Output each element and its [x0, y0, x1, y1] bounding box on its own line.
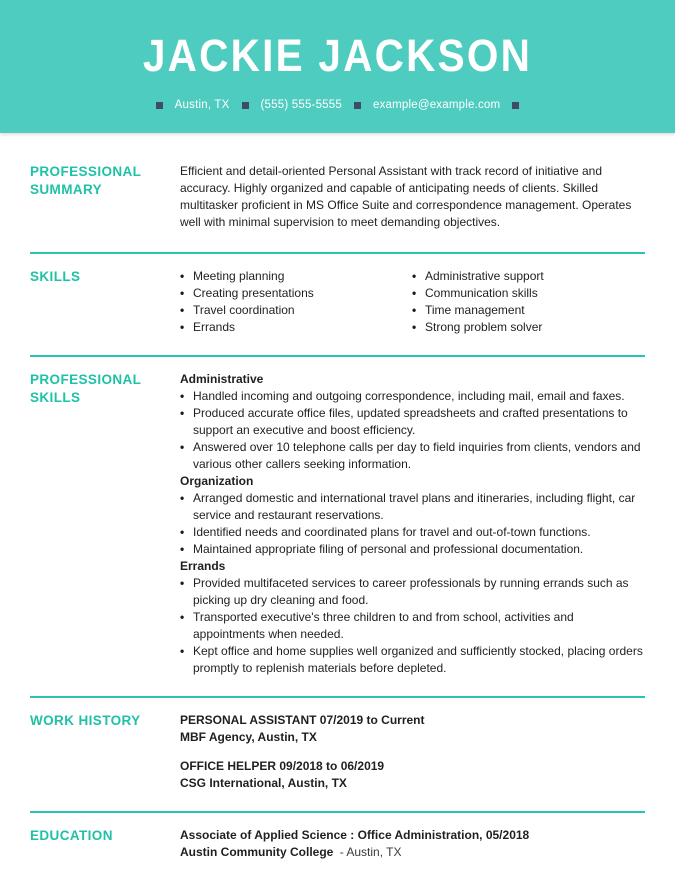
section-skills — [30, 252, 645, 355]
section-work-history — [30, 696, 645, 811]
skill-item: • Administrative support — [412, 268, 645, 285]
skill-bullet: • Kept office and home supplies well organized and sufficiently stocked, placing orders promptly to replenish materials before depleted. — [180, 643, 645, 677]
resume-body — [0, 133, 675, 875]
skill-item: • Meeting planning — [180, 268, 412, 285]
skill-bullet: • Produced accurate office files, updated spreadsheets and crafted presentations to support an executive and boost efficiency. — [180, 405, 645, 439]
contact-location: Austin, TX — [174, 99, 230, 111]
education-degree-line: Associate of Applied Science : Office Administration, 05/2018 — [180, 828, 530, 842]
summary-body — [180, 163, 645, 231]
skill-bullet: • Identified needs and coordinated plans for travel and out-of-town functions. — [180, 524, 645, 541]
square-bullet-icon — [512, 102, 519, 109]
skill-item: • Creating presentations — [180, 285, 412, 302]
skill-bullet: • Provided multifaceted services to career professionals by running errands such as picking up dry cleaning and food. — [180, 575, 645, 609]
section-heading-professional-skills: PROFESSIONAL SKILLS — [30, 372, 142, 405]
section-professional-skills — [30, 355, 645, 696]
skill-bullet: • Answered over 10 telephone calls per day to field inquiries from clients, vendors and various other callers seeking information. — [180, 439, 645, 473]
skill-item: • Time management — [412, 302, 645, 319]
skills-column-left — [180, 268, 412, 336]
name-title: JACKIE JACKSON — [142, 30, 533, 81]
job-title-line: OFFICE HELPER 09/2018 to 06/2019 — [180, 759, 385, 773]
skill-item: • Errands — [180, 319, 412, 336]
skill-bullet: • Transported executive's three children to and from school, activities and appointments when needed. — [180, 609, 645, 643]
skill-item: • Communication skills — [412, 285, 645, 302]
education-body — [180, 827, 645, 861]
job-title-line: PERSONAL ASSISTANT 07/2019 to Current — [180, 713, 425, 727]
skill-bullet: • Handled incoming and outgoing correspondence, including mail, email and faxes. — [180, 388, 645, 405]
section-heading-work-history: WORK HISTORY — [30, 713, 141, 728]
job-company-line: CSG International, Austin, TX — [180, 776, 347, 790]
section-heading-education: EDUCATION — [30, 828, 113, 843]
section-heading-professional-summary: PROFESSIONAL SUMMARY — [30, 164, 142, 197]
skill-item: • Travel coordination — [180, 302, 412, 319]
section-professional-summary — [30, 133, 645, 252]
contact-email: example@example.com — [372, 99, 501, 111]
professional-skills-body — [180, 371, 645, 677]
skill-group-subheading: Administrative — [180, 372, 264, 386]
square-bullet-icon — [156, 102, 163, 109]
skill-group-list — [180, 490, 645, 558]
skills-column-right — [412, 268, 645, 336]
skill-bullet: • Arranged domestic and international travel plans and itineraries, including flight, car service and restaurant reservations. — [180, 490, 645, 524]
square-bullet-icon — [354, 102, 361, 109]
skill-group-subheading: Errands — [180, 559, 226, 573]
education-school: Austin Community College — [180, 845, 334, 859]
resume-header — [0, 0, 675, 133]
section-heading-skills: SKILLS — [30, 269, 81, 284]
education-location: - Austin, TX — [339, 845, 402, 859]
skill-group-list — [180, 575, 645, 677]
contact-phone: (555) 555-5555 — [260, 99, 342, 111]
skill-bullet: • Maintained appropriate filing of personal and professional documentation. — [180, 541, 645, 558]
skill-group-list — [180, 388, 645, 473]
section-education — [30, 811, 645, 875]
summary-text: Efficient and detail-oriented Personal Assistant with track record of initiative and accuracy. Highly organized and capable of anticipating needs of clients. Skilled multitasker proficient in MS Office Suite and correspondence management. Operates well with minimal supervision to meet demanding objectives. — [180, 164, 632, 229]
job-entry — [180, 758, 645, 792]
job-entry — [180, 712, 645, 746]
work-history-body — [180, 712, 645, 792]
skill-item: • Strong problem solver — [412, 319, 645, 336]
square-bullet-icon — [242, 102, 249, 109]
job-company-line: MBF Agency, Austin, TX — [180, 730, 317, 744]
skills-columns — [180, 268, 645, 336]
skill-group-subheading: Organization — [180, 474, 254, 488]
contact-row — [0, 99, 675, 111]
education-school-line — [180, 844, 645, 861]
